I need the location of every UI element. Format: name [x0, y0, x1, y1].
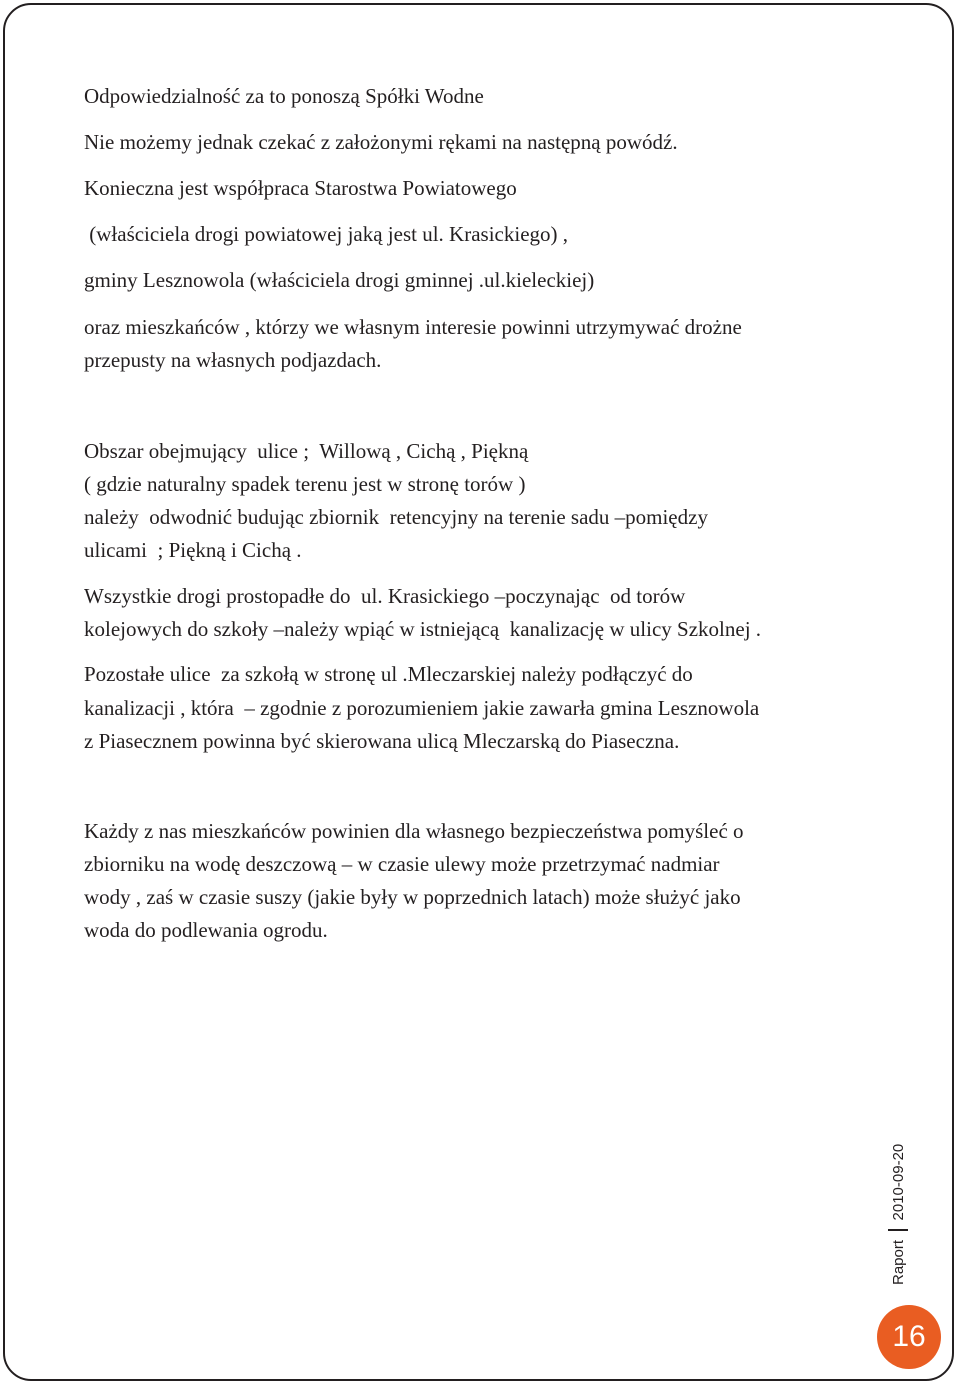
text-line: gminy Lesznowola (właściciela drogi gminnej .ul.kieleckiej)	[84, 268, 595, 292]
text-line: przepusty na własnych podjazdach.	[84, 348, 382, 372]
page-number-badge	[877, 1305, 941, 1369]
text-line: Nie możemy jednak czekać z założonymi rękami na następną powódź.	[84, 130, 678, 154]
text-line: Obszar obejmujący ulice ; Willową , Cichą , Piękną	[84, 439, 529, 463]
text-line: woda do podlewania ogrodu.	[84, 918, 328, 942]
text-line: kolejowych do szkoły –należy wpiąć w istniejącą kanalizację w ulicy Szkolnej .	[84, 617, 762, 641]
text-line: wody , zaś w czasie suszy (jakie były w poprzednich latach) może służyć jako	[84, 885, 741, 909]
text-line: Każdy z nas mieszkańców powinien dla własnego bezpieczeństwa pomyśleć o	[84, 819, 744, 843]
footer-side-label	[888, 1144, 908, 1285]
report-date: 2010-09-20	[889, 1143, 907, 1221]
text-line: oraz mieszkańców , którzy we własnym interesie powinni utrzymywać drożne	[84, 315, 742, 339]
text-line: ( gdzie naturalny spadek terenu jest w stronę torów )	[84, 472, 526, 496]
text-line: należy odwodnić budując zbiornik retencyjny na terenie sadu –pomiędzy	[84, 505, 708, 529]
text-line: Wszystkie drogi prostopadłe do ul. Krasickiego –poczynając od torów	[84, 584, 686, 608]
text-line: (właściciela drogi powiatowej jaką jest ul. Krasickiego) ,	[84, 222, 569, 246]
text-line: Odpowiedzialność za to ponoszą Spółki Wodne	[84, 84, 484, 108]
text-line: z Piasecznem powinna być skierowana ulicą Mleczarską do Piaseczna.	[84, 729, 680, 753]
text-line: Pozostałe ulice za szkołą w stronę ul .Mleczarskiej należy podłączyć do	[84, 662, 693, 686]
text-line: kanalizacji , która – zgodnie z porozumieniem jakie zawarła gmina Lesznowola	[84, 696, 760, 720]
separator	[888, 1229, 908, 1231]
text-line: zbiorniku na wodę deszczową – w czasie ulewy może przetrzymać nadmiar	[84, 852, 720, 876]
page-frame	[3, 3, 954, 1381]
text-line: ulicami ; Piękną i Cichą .	[84, 538, 302, 562]
report-label: Raport	[889, 1239, 907, 1285]
page-number: 16	[892, 1320, 926, 1353]
text-line: Konieczna jest współpraca Starostwa Powiatowego	[84, 176, 517, 200]
